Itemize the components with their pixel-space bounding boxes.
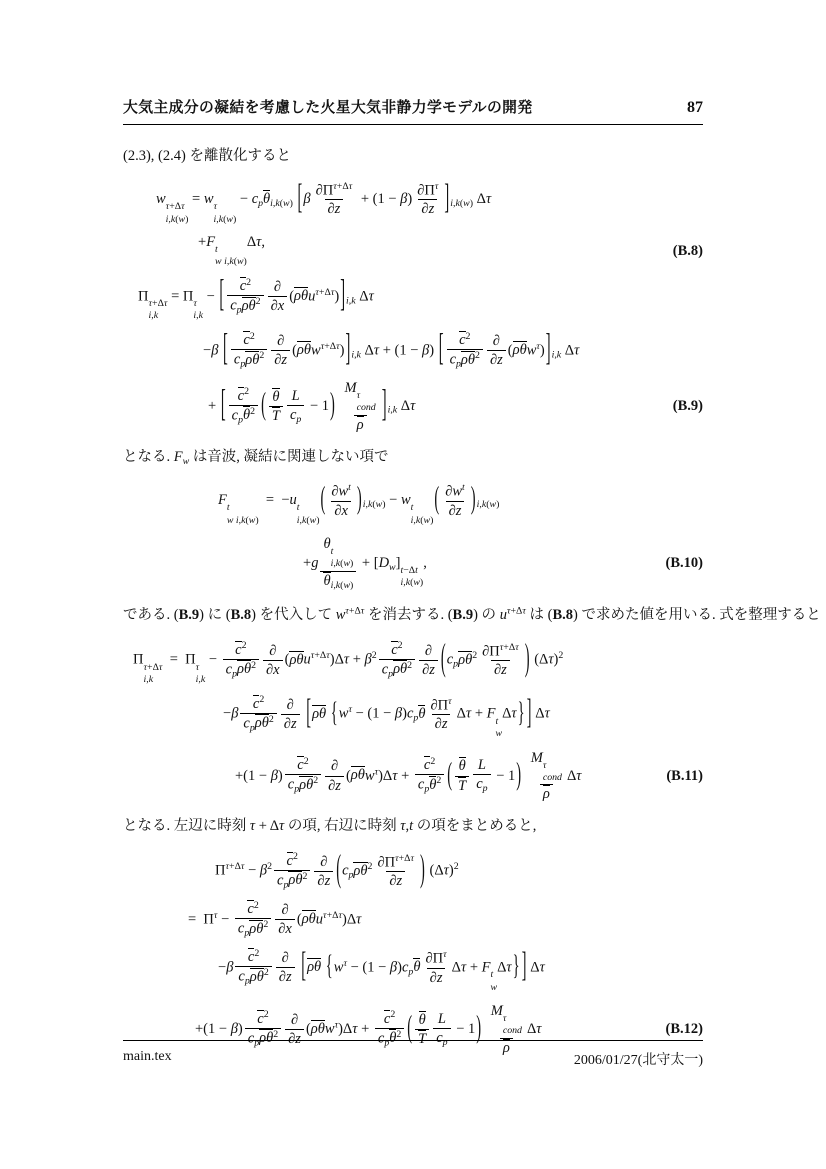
- paragraph-substitution: である. (B.9) に (B.8) を代入して $w^{\tau+\Delta\tau}$ を消去する. (B.9) の $u^{\tau+\Delta\tau}$ は (B.8) で求めた値を用いる. 式を整理すると: [123, 605, 821, 624]
- equation-tag: (B.12): [665, 1020, 703, 1037]
- equation-line: −β [ $\frac{c^2}{c_p\rho\theta^2}$ $\frac{\partial}{\partial z}$ $(\rho\theta w^{\tau+\Delta\tau})]_{i,k}$ Δτ + (1 − β) [ $\frac{c^2}{c_p\rho\theta^2}$ $\frac{\partial}{\partial z}$ $(\rho\theta w^\tau)]_{i,k}$ Δτ: [203, 328, 580, 371]
- equation-block-b12: [123, 851, 703, 1057]
- header-title: 大気主成分の凝結を考慮した火星大気非静力学モデルの開発: [123, 100, 533, 116]
- equation-tag: (B.11): [666, 767, 703, 784]
- equation-block-b10: [123, 482, 703, 592]
- equation-line: +(1 − β) $\frac{c^2}{c_p\rho\theta^2}$ $\frac{\partial}{\partial z}$ (ρθw$^\tau$)Δτ + $\frac{c^2}{c_p\theta^2}$ ( $\frac{\theta}{T}$ $\frac{L}{c_p}$ − 1) M τ cond ρ Δτ (B.12): [195, 1003, 703, 1056]
- equation-tag: (B.8): [672, 242, 703, 259]
- equation-line: + [ $\frac{c^2}{c_p\theta^2}$ ( $\frac{\theta}{T}$ $\frac{L}{c_p}$ − 1) M τ cond ρ ]$_{i,k}$ Δτ (B.9): [208, 379, 703, 433]
- equation-line: Π τ+Δτ i,k = Π τ i,k − [ $\frac{c^2}{c_p\rho\theta^2}$ $\frac{\partial}{\partial x}$ $(\rho\theta u^{\tau+\Delta\tau})]_{i,k}$ Δτ: [138, 274, 374, 322]
- running-header: [123, 96, 703, 125]
- equation-line: −β $\frac{c^2}{c_p\rho\theta^2}$ $\frac{\partial}{\partial z}$ [ρθ {$w^\tau - (1 - \beta)c_p\theta$ $\frac{\partial\Pi^\tau}{\partial z}$ Δτ + F t w Δτ} ] Δτ: [218, 947, 545, 993]
- equation-line: $\Pi^{\tau+\Delta\tau} - \beta^2$ $\frac{c^2}{c_p\rho\theta^2}$ $\frac{\partial}{\partial z}$ ($c_p\rho\theta^2$ $\frac{\partial\Pi^{\tau+\Delta\tau}}{\partial z}$ ) $(\Delta\tau)^2$: [215, 849, 459, 891]
- equation-line: w τ+Δτ i,k(w) = w τ i,k(w) − $c_p\theta_{i,k(w)}$ [β $\frac{\partial\Pi^{\tau+\Delta\tau}}{\partial z}$ + (1 − β) $\frac{\partial\Pi^\tau}{\partial z}$ ]$_{i,k(w)}$ Δτ: [156, 179, 492, 225]
- equation-line: F t w i,k(w) = −u t i,k(w) ( $\frac{\partial w^t}{\partial x}$ )$_{i,k(w)} - w$ t i,k(w) ( $\frac{\partial w^t}{\partial z}$ )$_{i,k(w)}$: [218, 482, 500, 526]
- equation-tag: (B.10): [665, 554, 703, 571]
- equation-line: Π τ+Δτ i,k = Π τ i,k − $\frac{c^2}{c_p\rho\theta^2}$ $\frac{\partial}{\partial x}$ $(\rho\theta u^{\tau+\Delta\tau})\Delta\tau + \beta^2$ $\frac{c^2}{c_p\rho\theta^2}$ $\frac{\partial}{\partial z}$ ($c_p\rho\theta^2$ $\frac{\partial\Pi^{\tau+\Delta\tau}}{\partial z}$ ) $(\Delta\tau)^2$: [133, 638, 564, 686]
- paragraph-collect-terms: となる. 左辺に時刻 τ + Δτ の項, 右辺に時刻 τ,t の項をまとめると,: [123, 818, 537, 835]
- page-number: 87: [687, 99, 703, 116]
- paragraph-discretize: (2.3), (2.4) を離散化すると: [123, 148, 291, 164]
- equation-line: +F t w i,k(w) Δτ, (B.8): [198, 233, 703, 268]
- paragraph-fw-definition: となる. $F_w$ は音波, 凝結に関連しない項で: [123, 448, 389, 467]
- equation-block-b8-b9: [123, 181, 703, 434]
- equation-line: −β $\frac{c^2}{c_p\rho\theta^2}$ $\frac{\partial}{\partial z}$ [ρθ {$w^\tau - (1 - \beta)c_p\theta$ $\frac{\partial\Pi^\tau}{\partial z}$ Δτ + F t w Δτ} ] Δτ: [223, 694, 550, 740]
- footer-date-author: 2006/01/27(北守太一): [573, 1053, 703, 1068]
- footer-filename: main.tex: [123, 1049, 172, 1064]
- equation-line: +(1 − β) $\frac{c^2}{c_p\rho\theta^2}$ $\frac{\partial}{\partial z}$ (ρθw$^\tau$)Δτ + $\frac{c^2}{c_p\theta^2}$ ( $\frac{\theta}{T}$ $\frac{L}{c_p}$ − 1) M τ cond ρ Δτ (B.11): [235, 749, 703, 803]
- equation-line: +g θ t i,k(w) $\theta_{i,k(w)}$ + $[D_w]$ t−Δt i,k(w) , (B.10): [303, 535, 703, 591]
- equation-block-b11: [123, 640, 703, 803]
- footer: [123, 1040, 703, 1069]
- equation-line: = $\Pi^\tau$ − $\frac{c^2}{c_p\rho\theta^2}$ $\frac{\partial}{\partial x}$ (ρθu$^{\tau+\Delta\tau}$)Δτ: [188, 899, 362, 939]
- equation-tag: (B.9): [672, 397, 703, 414]
